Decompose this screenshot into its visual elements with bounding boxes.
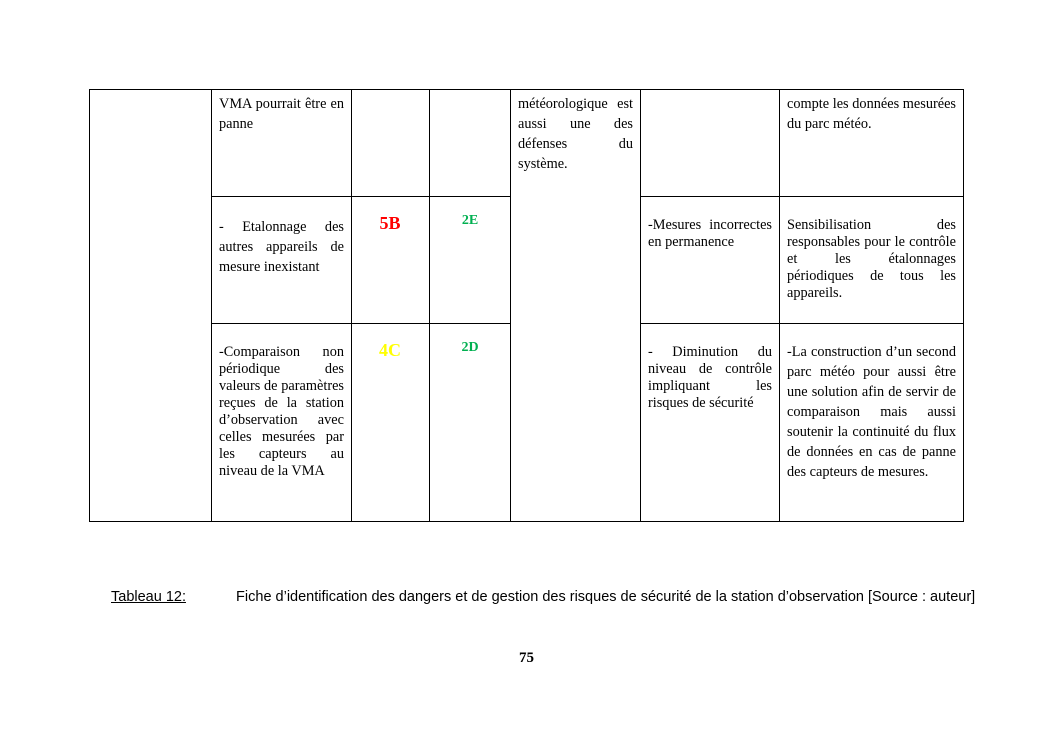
row3-residual-risk: 2D <box>461 340 479 355</box>
table-caption <box>111 589 975 605</box>
caption-text: Fiche d’identification des dangers et de gestion des risques de sécurité de la station d’observation [Source : auteur] <box>236 589 976 605</box>
row2-measure: Sensibilisation des responsables pour le contrôle et les étalonnages périodiques de tous les appareils. <box>787 217 956 301</box>
table-border-left <box>89 89 90 522</box>
caption-label: Tableau 12: <box>111 589 186 605</box>
table-border-bottom <box>89 521 964 522</box>
row1-cause: VMA pourrait être en panne <box>219 96 344 132</box>
row3-initial-risk: 4C <box>379 340 401 360</box>
row3-measure: -La construction d’un second parc météo pour aussi être une solution afin de servir de comparaison mais aussi soutenir la continuité du flux de données en cas de panne des capteurs de mesures. <box>787 344 956 480</box>
row1-barrier: météorologique est aussi une des défenses du système. <box>518 96 633 172</box>
table-grid-line <box>640 196 964 197</box>
table-grid-line <box>351 89 352 522</box>
table-grid-line <box>640 323 964 324</box>
page-number: 75 <box>519 650 534 666</box>
table-border-right <box>963 89 964 522</box>
row2-initial-risk: 5B <box>379 213 401 233</box>
table-grid-line <box>211 196 510 197</box>
row2-cause: - Etalonnage des autres appareils de mesure inexistant <box>219 219 344 275</box>
row3-cause: -Comparaison non périodique des valeurs de paramètres reçues de la station d’observation avec celles mesurées par les capteurs au niveau de la VMA <box>219 344 344 479</box>
table-grid-line <box>429 89 430 522</box>
row3-consequence: - Diminution du niveau de contrôle impliquant les risques de sécurité <box>648 344 772 411</box>
row1-measure: compte les données mesurées du parc météo. <box>787 96 956 132</box>
table-grid-line <box>211 323 510 324</box>
risk-table <box>89 89 964 522</box>
row2-consequence: -Mesures incorrectes en permanence <box>648 217 772 250</box>
table-grid-line <box>640 89 641 522</box>
row2-residual-risk: 2E <box>461 213 479 228</box>
